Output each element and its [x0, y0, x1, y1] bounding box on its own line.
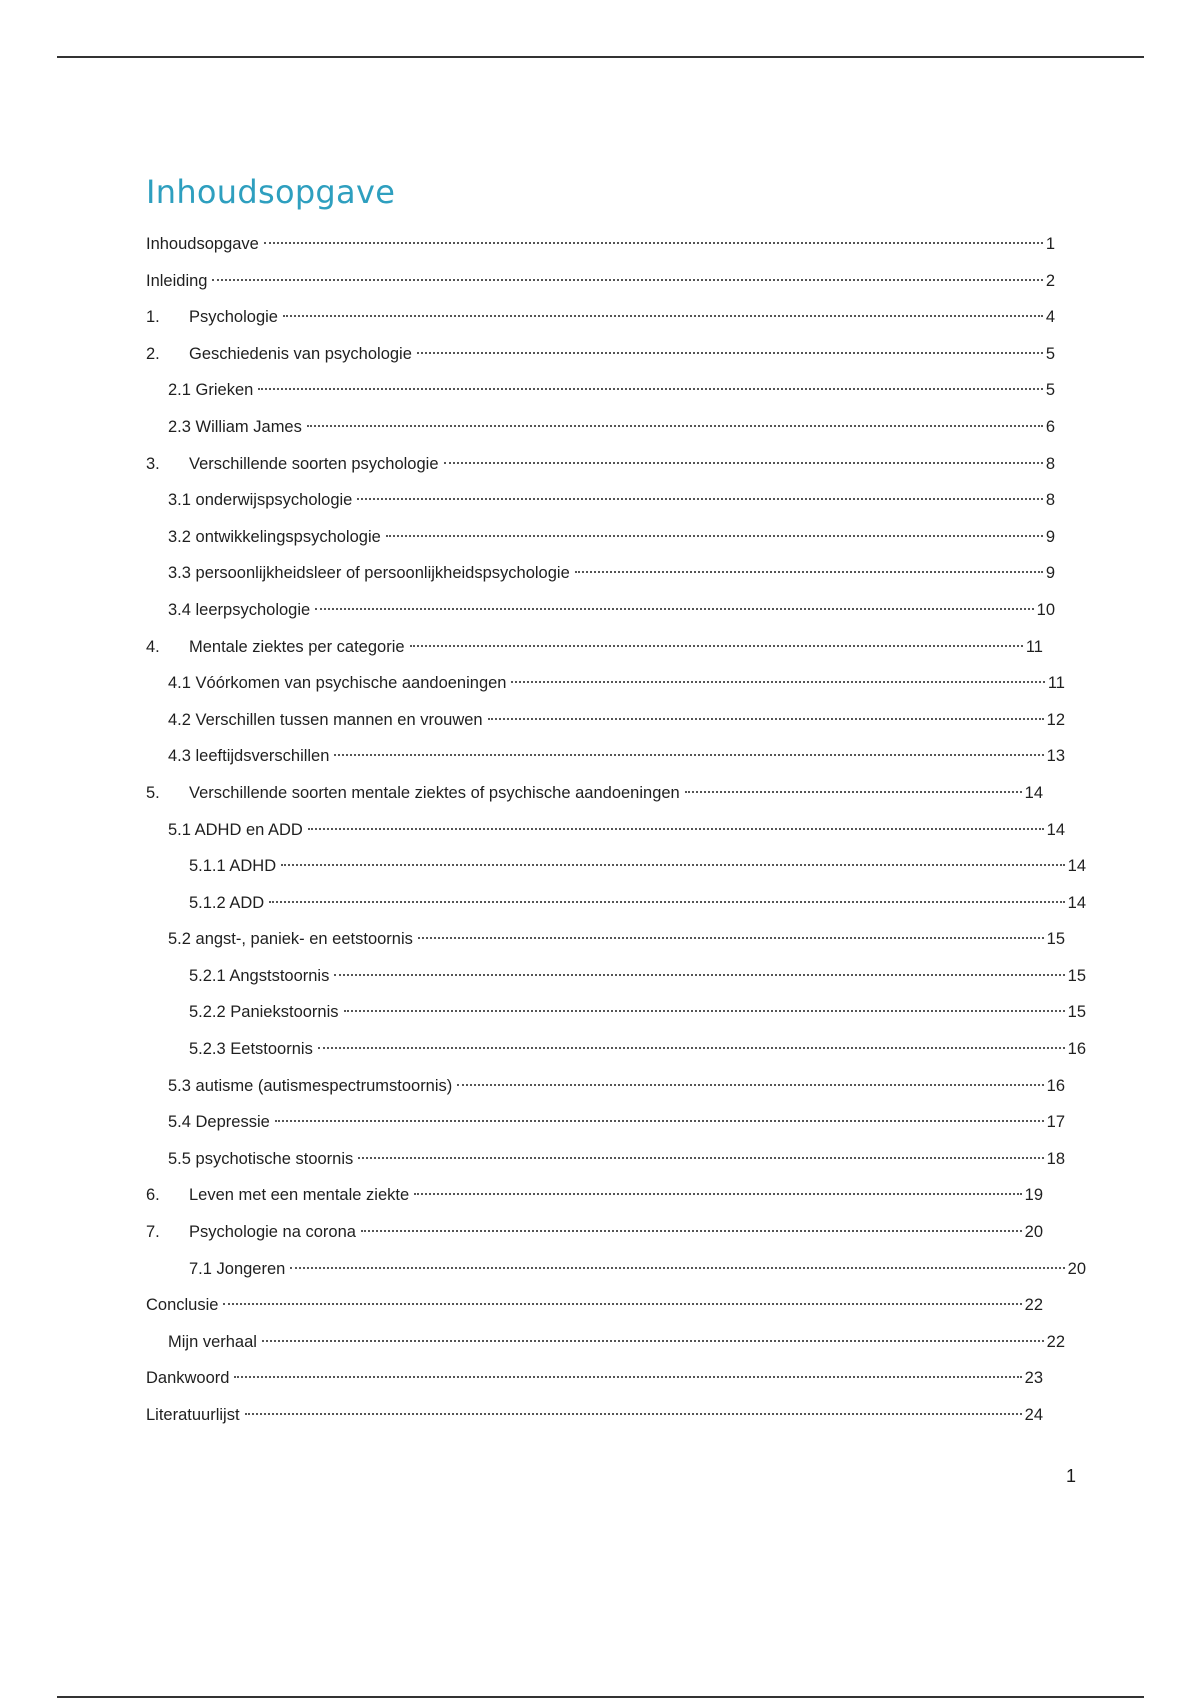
toc-entry-label: Inhoudsopgave [146, 235, 259, 253]
toc-entry-label: 4.1 Vóórkomen van psychische aandoeningen [168, 674, 507, 693]
toc-entry-page: 11 [1047, 674, 1065, 693]
toc-entry-number: 7. [146, 1223, 160, 1242]
toc-entry-page: 5 [1045, 344, 1055, 363]
dot-leader [264, 242, 1043, 244]
toc-entry-page: 8 [1045, 454, 1055, 473]
toc-entry-label: Verschillende soorten psychologie [189, 454, 439, 473]
toc-entry-label: Inleiding [146, 271, 208, 290]
dot-leader [283, 315, 1043, 317]
dot-leader [488, 718, 1044, 720]
dot-leader [334, 974, 1064, 976]
toc-entry-section-7-1[interactable] [146, 1251, 1086, 1288]
toc-entry-page: 20 [1067, 1259, 1086, 1278]
toc-entry-page: 15 [1067, 1003, 1086, 1022]
dot-leader [308, 828, 1044, 830]
dot-leader [258, 388, 1043, 390]
toc-entry-chapter-3[interactable] [146, 446, 1055, 483]
toc-entry-label: Psychologie [189, 308, 278, 327]
toc-list [146, 226, 1086, 1434]
toc-entry-number: 1. [146, 308, 160, 327]
header-rule [57, 56, 1144, 58]
toc-entry-page: 23 [1024, 1369, 1043, 1388]
dot-leader [269, 901, 1064, 903]
toc-entry-label: Verschillende soorten mentale ziektes of psychische aandoeningen [189, 783, 680, 802]
dot-leader [414, 1193, 1022, 1195]
toc-entry-label: Mijn verhaal [168, 1332, 257, 1351]
dot-leader [417, 352, 1043, 354]
toc-entry-label: 2.3 William James [168, 417, 302, 436]
toc-entry-section-5-2-2[interactable] [146, 994, 1086, 1031]
dot-leader [357, 498, 1042, 500]
dot-leader [315, 608, 1033, 610]
toc-entry-label: Geschiedenis van psychologie [189, 344, 412, 363]
dot-leader [290, 1267, 1064, 1269]
toc-entry-label: Conclusie [146, 1296, 219, 1315]
toc-entry-conclusie[interactable] [146, 1287, 1043, 1324]
toc-entry-section-5-2-3[interactable] [146, 1031, 1086, 1068]
toc-entry-section-4-3[interactable] [146, 738, 1065, 775]
toc-entry-section-4-1[interactable] [146, 665, 1065, 702]
toc-entry-label: Dankwoord [146, 1369, 230, 1388]
toc-entry-label: 7.1 Jongeren [189, 1259, 286, 1278]
dot-leader [281, 864, 1065, 866]
toc-entry-label: 5.2.2 Paniekstoornis [189, 1003, 339, 1022]
toc-entry-mijn-verhaal[interactable] [146, 1324, 1065, 1361]
toc-entry-literatuurlijst[interactable] [146, 1397, 1043, 1434]
toc-entry-page: 22 [1024, 1296, 1043, 1315]
toc-entry-label: 5.4 Depressie [168, 1113, 270, 1132]
toc-entry-label: 3.3 persoonlijkheidsleer of persoonlijkheidspsychologie [168, 564, 570, 583]
page-number: 1 [1065, 1466, 1076, 1486]
dot-leader [334, 754, 1043, 756]
toc-entry-page: 14 [1067, 857, 1086, 876]
dot-leader [245, 1413, 1022, 1415]
toc-entry-label: 5.1.1 ADHD [189, 857, 277, 876]
table-of-contents [146, 168, 1086, 1434]
dot-leader [444, 462, 1043, 464]
toc-entry-section-5-2-1[interactable] [146, 958, 1086, 995]
dot-leader [275, 1120, 1044, 1122]
toc-entry-label: 4.3 leeftijdsverschillen [168, 747, 330, 766]
toc-entry-page: 8 [1045, 491, 1055, 510]
toc-entry-page: 16 [1067, 1040, 1086, 1059]
dot-leader [575, 571, 1043, 573]
toc-entry-label: 5.2 angst-, paniek- en eetstoornis [168, 930, 413, 949]
toc-entry-label: Literatuurlijst [146, 1406, 240, 1424]
toc-entry-page: 14 [1067, 893, 1086, 912]
toc-entry-number: 2. [146, 344, 160, 363]
page-title: Inhoudsopgave [146, 173, 396, 211]
dot-leader [234, 1376, 1021, 1378]
toc-entry-chapter-7[interactable] [146, 1214, 1043, 1251]
toc-entry-page: 6 [1045, 417, 1055, 436]
footer-rule [57, 1696, 1144, 1698]
toc-entry-inhoudsopgave[interactable] [146, 226, 1055, 263]
dot-leader [418, 937, 1044, 939]
toc-entry-section-3-2[interactable] [146, 519, 1055, 556]
toc-entry-page: 11 [1025, 637, 1043, 656]
toc-entry-section-5-2[interactable] [146, 921, 1065, 958]
dot-leader [358, 1157, 1043, 1159]
toc-entry-section-3-1[interactable] [146, 482, 1055, 519]
toc-entry-section-2-3[interactable] [146, 409, 1055, 446]
toc-entry-page: 5 [1045, 381, 1055, 400]
dot-leader [410, 645, 1023, 647]
dot-leader [457, 1084, 1043, 1086]
toc-entry-page: 17 [1046, 1113, 1065, 1132]
toc-entry-label: 5.1.2 ADD [189, 893, 265, 912]
toc-entry-label: 2.1 Grieken [168, 381, 254, 400]
toc-entry-label: 5.1 ADHD en ADD [168, 820, 303, 839]
toc-entry-chapter-5[interactable] [146, 775, 1043, 812]
toc-entry-page: 24 [1024, 1406, 1043, 1424]
toc-entry-page: 22 [1046, 1332, 1065, 1351]
toc-entry-section-5-1-2[interactable] [146, 885, 1086, 922]
toc-entry-chapter-1[interactable] [146, 299, 1055, 336]
toc-entry-page: 15 [1046, 930, 1065, 949]
toc-entry-section-5-1[interactable] [146, 812, 1065, 849]
toc-entry-chapter-2[interactable] [146, 336, 1055, 373]
dot-leader [361, 1230, 1022, 1232]
toc-entry-label: 3.1 onderwijspsychologie [168, 491, 353, 510]
toc-entry-section-5-1-1[interactable] [146, 848, 1086, 885]
dot-leader [685, 791, 1022, 793]
toc-entry-number: 3. [146, 454, 160, 473]
toc-entry-page: 9 [1045, 527, 1055, 546]
toc-entry-label: Mentale ziektes per categorie [189, 637, 405, 656]
toc-entry-page: 18 [1046, 1149, 1065, 1168]
toc-entry-page: 16 [1046, 1076, 1065, 1095]
toc-entry-page: 14 [1024, 783, 1043, 802]
toc-entry-page: 4 [1045, 308, 1055, 327]
toc-entry-inleiding[interactable] [146, 263, 1055, 300]
toc-entry-chapter-6[interactable] [146, 1177, 1043, 1214]
toc-entry-number: 6. [146, 1186, 160, 1205]
toc-entry-section-5-5[interactable] [146, 1141, 1065, 1178]
dot-leader [223, 1303, 1021, 1305]
dot-leader [307, 425, 1043, 427]
toc-entry-page: 13 [1046, 747, 1065, 766]
toc-entry-label: Leven met een mentale ziekte [189, 1186, 410, 1205]
dot-leader [318, 1047, 1065, 1049]
dot-leader [344, 1010, 1065, 1012]
toc-entry-page: 15 [1067, 966, 1086, 985]
toc-entry-label: 3.2 ontwikkelingspsychologie [168, 527, 381, 546]
dot-leader [386, 535, 1043, 537]
toc-entry-label: 4.2 Verschillen tussen mannen en vrouwen [168, 710, 483, 729]
toc-entry-section-5-3[interactable] [146, 1068, 1065, 1105]
toc-entry-page: 1 [1045, 235, 1055, 253]
toc-entry-label: 3.4 leerpsychologie [168, 600, 311, 619]
toc-entry-page: 10 [1036, 600, 1055, 619]
toc-entry-section-3-3[interactable] [146, 555, 1055, 592]
toc-entry-page: 14 [1046, 820, 1065, 839]
toc-entry-page: 19 [1024, 1186, 1043, 1205]
toc-entry-chapter-4[interactable] [146, 629, 1043, 666]
toc-entry-number: 4. [146, 637, 160, 656]
toc-entry-page: 2 [1045, 271, 1055, 290]
toc-entry-number: 5. [146, 783, 160, 802]
toc-entry-page: 20 [1024, 1223, 1043, 1242]
toc-entry-section-2-1[interactable] [146, 372, 1055, 409]
toc-entry-section-3-4[interactable] [146, 592, 1055, 629]
toc-entry-section-4-2[interactable] [146, 702, 1065, 739]
toc-entry-label: Psychologie na corona [189, 1223, 356, 1242]
toc-entry-page: 9 [1045, 564, 1055, 583]
toc-entry-label: 5.2.3 Eetstoornis [189, 1040, 313, 1059]
toc-entry-label: 5.2.1 Angststoornis [189, 966, 330, 985]
toc-entry-label: 5.5 psychotische stoornis [168, 1149, 354, 1168]
toc-entry-section-5-4[interactable] [146, 1104, 1065, 1141]
dot-leader [212, 279, 1042, 281]
toc-entry-dankwoord[interactable] [146, 1360, 1043, 1397]
dot-leader [262, 1340, 1044, 1342]
dot-leader [511, 681, 1044, 683]
toc-entry-page: 12 [1046, 710, 1065, 729]
toc-entry-label: 5.3 autisme (autismespectrumstoornis) [168, 1076, 453, 1095]
